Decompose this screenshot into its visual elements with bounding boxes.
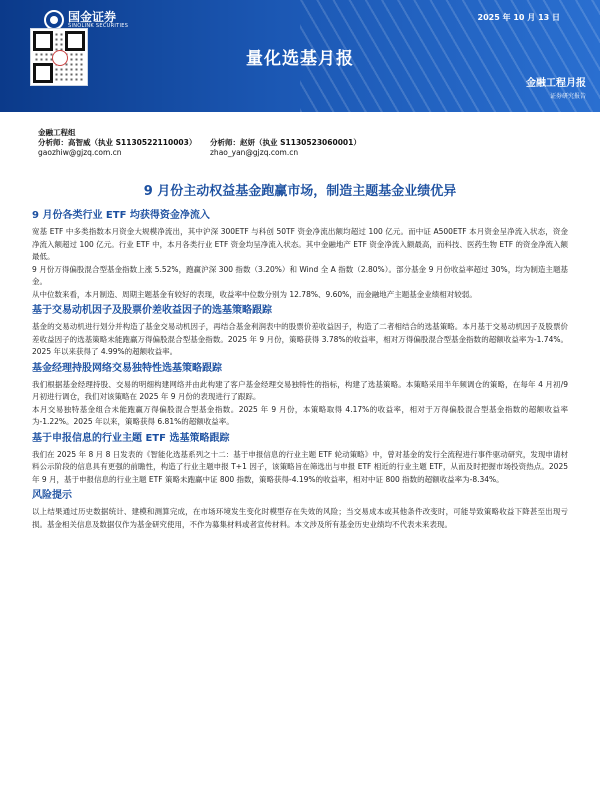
logo-name-cn: 国金证券: [68, 9, 117, 24]
report-body: [32, 206, 568, 531]
section-heading: 基于申报信息的行业主题 ETF 选基策略跟踪: [32, 432, 230, 444]
section-heading: 基金经理持股网络交易独特性选基策略跟踪: [32, 362, 222, 374]
paragraph: 我们在 2025 年 8 月 8 日发表的《智能化选基系列之十二：基于申报信息的行业主题 ETF 轮动策略》中，曾对基金的发行全流程进行事件驱动研究，发现申请材料公示阶段的信息具有更强的前瞻性，构造了行业主题申报 T+1 因子，该策略旨在筛选出与申报 ETF 相近的行业主题 ETF，从而及时把握市场投资热点。2025 年 9 月，基于申报信息的行业主题 ETF 策略未跑赢中证 800 指数，策略获得-4.19%的收益率，相对中证 800 指数的超额收益率为-8.34%。: [32, 449, 568, 484]
paragraph: 9 月份万得偏股混合型基金指数上涨 5.52%，跑赢沪深 300 指数（3.20%）和 Wind 全 A 指数（2.80%）。部分基金 9 月份收益率超过 30%，均为制造主题基金。: [32, 264, 568, 286]
analyst-2-email[interactable]: zhao_yan@gjzq.com.cn: [210, 148, 299, 157]
headline: 9 月份主动权益基金跑赢市场，制造主题基金业绩优异: [143, 184, 457, 199]
section-risk-warning: [32, 489, 568, 531]
logo-icon: [44, 10, 64, 30]
section-etf-filing-strategy: [32, 432, 568, 487]
paragraph: 我们根据基金经理持股、交易的明细构建网络并由此构建了客户基金经理交易独特性的指标，构建了选基策略。本策略采用半年频调仓的策略，在每年 4 月初/9 月初进行调仓，我们对该策略在 2025 年 9 月份的表现进行了跟踪。: [32, 379, 568, 401]
section-trading-motive-strategy: [32, 304, 568, 359]
section-etf-flows: [32, 209, 568, 301]
section-heading: 风险提示: [32, 490, 72, 501]
section-heading: 基于交易动机因子及股票价差收益因子的选基策略跟踪: [32, 305, 272, 316]
report-date: 2025 年 10 月 13 日: [477, 13, 560, 22]
company-logo: [44, 10, 128, 30]
paragraph: 基金的交易动机进行划分并构造了基金交易动机因子，再结合基金利润表中的股票价差收益因子，构造了二者相结合的选基策略。本月基于交易动机因子及股票价差收益因子的选基策略未能跑赢万得偏股混合型基金指数。2025 年 9 月份，策略获得 3.78%的收益率，相对万得偏股混合型基金指数的超额收益率为-1.74%。2025 年以来获得了 4.99%的超额收益率。: [32, 322, 568, 356]
section-heading: 9 月份各类行业 ETF 均获得资金净流入: [32, 210, 210, 221]
author-info: [38, 128, 568, 158]
analyst-1-email[interactable]: gaozhiw@gjzq.com.cn: [38, 148, 122, 157]
research-group: 金融工程组: [38, 128, 76, 137]
paragraph: 以上结果通过历史数据统计、建模和测算完成，在市场环境发生变化时模型存在失效的风险；当交易成本或其他条件改变时，可能导致策略收益下降甚至出现亏损。基金相关信息及数据仅作为基金研究使用，不作为募集材料或者宣传材料。本文涉及所有基金历史业绩均不代表未来表现。: [32, 507, 568, 529]
report-title: 量化选基月报: [246, 49, 354, 69]
paragraph: 本月交易独特基金组合未能跑赢万得偏股混合型基金指数。2025 年 9 月份，本策略取得 4.17%的收益率，相对于万得偏股混合型基金指数的超额收益率为-1.22%。2025 年以来，策略获得 6.81%的超额收益率。: [32, 404, 568, 426]
header-banner: [0, 0, 600, 112]
report-type: 证券研究报告: [549, 93, 586, 100]
section-network-uniqueness-strategy: [32, 362, 568, 429]
report-category: 金融工程月报: [526, 78, 586, 89]
paragraph: 宽基 ETF 中多类指数本月资金大规模净流出，其中沪深 300ETF 与科创 50TF 资金净流出额均超过 100 亿元。而中证 A500ETF 本月资金呈净流入状态，资金净流入额超过 100 亿元。行业 ETF 中，本月各类行业 ETF 资金均呈净流入状态。其中金融地产 ETF 资金净流入额最高，而科技、医药生物 ETF 的资金净流入额最低。: [32, 227, 568, 261]
analyst-2: 分析师：赵妍（执业 S1130523060001）: [210, 138, 361, 147]
logo-name-en: SINOLINK SECURITIES: [68, 22, 129, 29]
analyst-1: 分析师：高智威（执业 S1130522110003）: [38, 138, 197, 147]
paragraph: 从中位数来看，本月制造、周期主题基金有较好的表现，收益率中位数分别为 12.78%、9.60%，而金融地产主题基金业绩相对较弱。: [32, 289, 477, 299]
